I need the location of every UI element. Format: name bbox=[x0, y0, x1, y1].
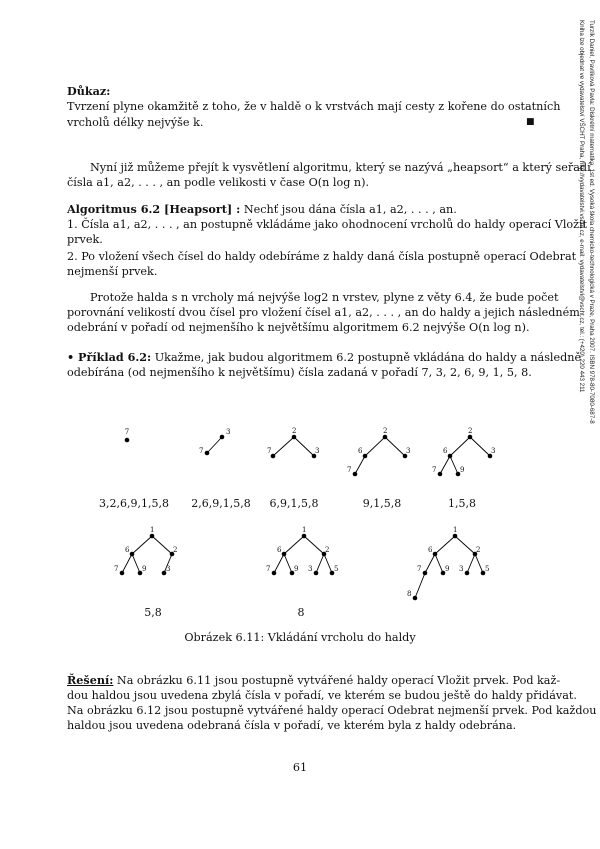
example-line-2: odebírána (od nejmenšího k největšímu) čísla zadaná v pořadí 7, 3, 2, 6, 9, 1, 5, 8. bbox=[67, 366, 532, 379]
heap-node bbox=[150, 534, 155, 539]
remaining-sequence: 8 bbox=[297, 606, 305, 619]
algorithm-step-1a: 1. Čísla a1, a2, . . . , an postupně vkládáme jako ohodnocení vrcholů do haldy operací Vložit bbox=[67, 218, 588, 231]
node-label: 6 bbox=[443, 447, 448, 455]
node-label: 7 bbox=[347, 466, 352, 474]
heap-edge bbox=[450, 456, 458, 474]
heap-edge bbox=[273, 437, 294, 456]
node-label: 3 bbox=[315, 447, 320, 455]
remaining-sequence: 9,1,5,8 bbox=[362, 497, 402, 510]
intro-line-2: čísla a1, a2, . . . , an podle velikosti v čase O(n log n). bbox=[67, 176, 370, 189]
heap-node bbox=[383, 435, 388, 440]
heap-edge bbox=[132, 536, 152, 554]
heap-node bbox=[125, 438, 130, 443]
remaining-sequence: 6,9,1,5,8 bbox=[269, 497, 319, 510]
solution-row bbox=[67, 673, 560, 689]
heap-edge bbox=[316, 554, 324, 573]
algorithm-heading-rest: Nechť jsou dána čísla a1, a2, . . . , an. bbox=[243, 203, 457, 216]
algorithm-step-1b: prvek. bbox=[67, 233, 103, 246]
remaining-sequence: 5,8 bbox=[144, 606, 162, 619]
tree-5 bbox=[432, 427, 495, 476]
tree-1 bbox=[125, 428, 130, 442]
heap-edge bbox=[467, 554, 475, 573]
node-label: 7 bbox=[124, 428, 130, 436]
node-label: 7 bbox=[199, 447, 204, 455]
figure-caption: Obrázek 6.11: Vkládání vrcholu do haldy bbox=[184, 631, 416, 644]
heap-edge bbox=[425, 554, 435, 573]
node-label: 7 bbox=[267, 447, 272, 455]
heap-edge bbox=[284, 536, 304, 554]
algorithm-step-2a: 2. Po vložení všech čísel do haldy odebíráme z haldy daná čísla postupně operací Odebrat bbox=[67, 250, 577, 263]
node-label: 9 bbox=[460, 466, 465, 474]
heap-node bbox=[272, 571, 277, 576]
heap-edge bbox=[355, 456, 365, 474]
heap-edge bbox=[207, 437, 222, 453]
heap-node bbox=[453, 534, 458, 539]
heap-edge bbox=[435, 554, 443, 573]
tree-4 bbox=[347, 427, 410, 476]
heap-node bbox=[438, 472, 443, 477]
node-label: 3 bbox=[406, 447, 411, 455]
sidebar-line-2: Kniha lze objednat ve vydavatelství VŠCHT Praha, http://vydavatelstvi.vscht.cz, e-mail: vydavatelstvi@vscht.cz, tel.: (+420) 220 443 211 bbox=[578, 20, 585, 393]
heap-node bbox=[130, 552, 135, 557]
node-label: 6 bbox=[358, 447, 363, 455]
solution-line-2: dou haldou jsou uvedena zbylá čísla v pořadí, ve kterém se budou ještě do haldy přidávat. bbox=[67, 689, 577, 702]
node-label: 2 bbox=[325, 546, 330, 554]
heap-node bbox=[363, 454, 368, 459]
node-label: 1 bbox=[150, 526, 155, 534]
heap-edge bbox=[440, 456, 450, 474]
algorithm-heading: Algoritmus 6.2 [Heapsort] : bbox=[67, 202, 241, 216]
tree-8 bbox=[407, 526, 489, 600]
node-label: 7 bbox=[114, 565, 119, 573]
node-label: 7 bbox=[432, 466, 437, 474]
heap-node bbox=[314, 571, 319, 576]
heap-edge bbox=[304, 536, 324, 554]
proof-line-2: vrcholů délky nejvýše k. bbox=[67, 116, 204, 129]
node-label: 3 bbox=[459, 565, 464, 573]
node-label: 3 bbox=[166, 565, 171, 573]
node-label: 1 bbox=[302, 526, 307, 534]
node-label: 6 bbox=[428, 546, 433, 554]
heap-node bbox=[413, 596, 418, 601]
example-heading: • Příklad 6.2: bbox=[67, 350, 152, 364]
node-label: 2 bbox=[383, 427, 388, 435]
remaining-sequence: 1,5,8 bbox=[448, 497, 476, 510]
heap-edge bbox=[435, 536, 455, 554]
node-label: 3 bbox=[308, 565, 313, 573]
example-line-1: Ukažme, jak budou algoritmem 6.2 postupně vkládána do haldy a následně bbox=[154, 351, 582, 364]
tree-7 bbox=[266, 526, 338, 575]
intro-line-1: Nyní již můžeme přejít k vysvětlení algoritmu, který se nazývá „heapsort“ a který seřadí bbox=[90, 161, 591, 174]
heap-node bbox=[448, 454, 453, 459]
heap-node bbox=[302, 534, 307, 539]
qed-mark: ■ bbox=[526, 117, 535, 127]
heap-node bbox=[468, 435, 473, 440]
node-label: 2 bbox=[173, 546, 178, 554]
heap-edge bbox=[365, 437, 385, 456]
node-label: 9 bbox=[294, 565, 299, 573]
node-label: 1 bbox=[453, 526, 458, 534]
heap-edge bbox=[385, 437, 405, 456]
solution-line-1: Na obrázku 6.11 jsou postupně vytvářené haldy operací Vložit prvek. Pod kaž- bbox=[116, 674, 561, 687]
node-label: 6 bbox=[125, 546, 130, 554]
proof-line-1: Tvrzení plyne okamžitě z toho, že v haldě o k vrstvách mají cesty z kořene do ostatních bbox=[67, 100, 561, 113]
node-label: 6 bbox=[277, 546, 282, 554]
heap-node bbox=[220, 435, 225, 440]
sidebar-line-1: Turzík Daniel, Pavlíková Pavla: Diskrétní matematika. 1st ed. Vysoká škola chemicko-technologická v Praze, Praha 2007. ISBN 978-80-7080-687-8 bbox=[588, 20, 595, 424]
heap-edge bbox=[470, 437, 490, 456]
tree-6 bbox=[114, 526, 177, 575]
remaining-sequence: 2,6,9,1,5,8 bbox=[191, 497, 251, 510]
node-label: 9 bbox=[142, 565, 147, 573]
page-number: 61 bbox=[292, 761, 308, 774]
heap-node bbox=[282, 552, 287, 557]
node-label: 2 bbox=[468, 427, 473, 435]
heap-edge bbox=[450, 437, 470, 456]
node-label: 5 bbox=[334, 565, 339, 573]
node-label: 2 bbox=[476, 546, 481, 554]
tree-3 bbox=[267, 427, 319, 458]
node-label: 7 bbox=[417, 565, 422, 573]
proof-heading: Důkaz: bbox=[67, 84, 111, 98]
heap-edge bbox=[152, 536, 172, 554]
node-label: 8 bbox=[407, 590, 412, 598]
heap-node bbox=[465, 571, 470, 576]
tree-2 bbox=[199, 428, 230, 455]
heap-node bbox=[292, 435, 297, 440]
node-label: 9 bbox=[445, 565, 450, 573]
heap-edge bbox=[274, 554, 284, 573]
algorithm-step-2b: nejmenší prvek. bbox=[67, 265, 158, 278]
node-label: 2 bbox=[292, 427, 297, 435]
heap-edge bbox=[122, 554, 132, 573]
node-label: 3 bbox=[491, 447, 496, 455]
complexity-line-3: odebrání v pořadí od nejmenšího k největšímu algoritmem 6.2 nejvýše O(n log n). bbox=[67, 321, 530, 334]
heap-edge bbox=[415, 573, 425, 598]
complexity-line-1: Protože halda s n vrcholy má nejvýše log2 n vrstev, plyne z věty 6.4, že bude počet bbox=[90, 291, 559, 304]
heap-edge bbox=[294, 437, 314, 456]
heap-edge bbox=[132, 554, 140, 573]
heap-node bbox=[353, 472, 358, 477]
remaining-sequence: 3,2,6,9,1,5,8 bbox=[99, 497, 169, 510]
heap-node bbox=[423, 571, 428, 576]
heap-node bbox=[120, 571, 125, 576]
heap-node bbox=[433, 552, 438, 557]
solution-line-4: haldou jsou uvedena odebraná čísla v pořadí, ve kterém byla z haldy odebrána. bbox=[67, 719, 517, 732]
heap-edge bbox=[284, 554, 292, 573]
heap-edge bbox=[475, 554, 483, 573]
solution-heading: Řešení: bbox=[67, 673, 114, 687]
complexity-line-2: porovnání velikostí dvou čísel pro vložení čísel a1, a2, . . . , an do haldy a jejich následném bbox=[67, 306, 580, 319]
heap-edge bbox=[324, 554, 332, 573]
node-label: 3 bbox=[226, 428, 231, 436]
solution-line-3: Na obrázku 6.12 jsou postupně vytvářené haldy operací Odebrat nejmenší prvek. Pod každou bbox=[67, 704, 597, 717]
node-label: 5 bbox=[485, 565, 490, 573]
node-label: 7 bbox=[266, 565, 271, 573]
heap-edge bbox=[455, 536, 475, 554]
heap-node bbox=[205, 451, 210, 456]
